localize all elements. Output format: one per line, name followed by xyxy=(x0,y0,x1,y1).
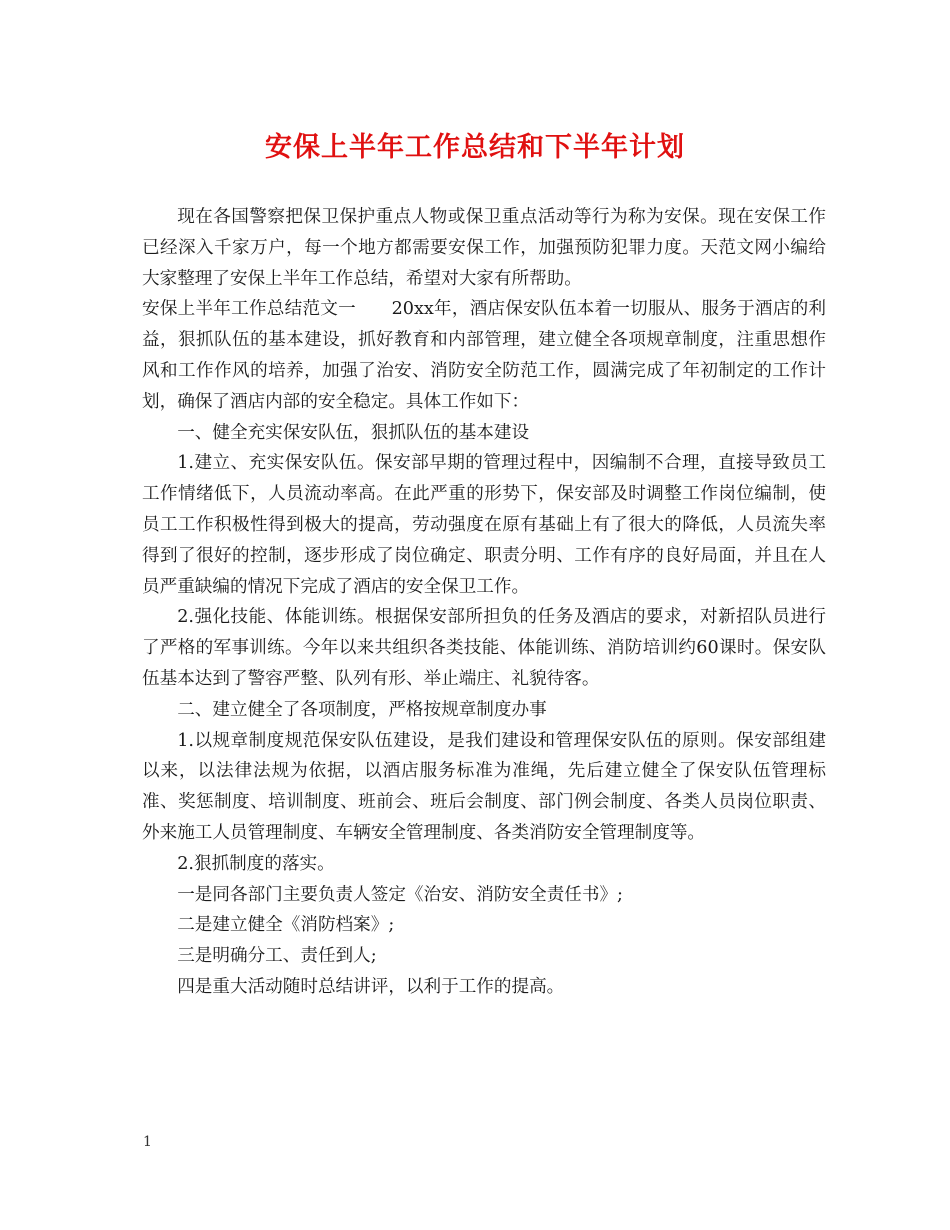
list-item-third: 三是明确分工、责任到人; xyxy=(177,946,377,967)
paragraph-sample-one-opening: 安保上半年工作总结范文一 20xx年，酒店保安队伍本着一切服从、服务于酒店的利益，狠抓队伍的基本建设，抓好教育和内部管理，建立健全各项规章制度，注重思想作风和工作作风的培养，加强了治安、消防安全防范工作，圆满完成了年初制定的工作计划，确保了酒店内部的安全稳定。具体工作如下： xyxy=(142,299,826,412)
list-item-fourth: 四是重大活动随时总结讲评，以利于工作的提高。 xyxy=(177,976,565,997)
page-number: 1 xyxy=(143,1134,152,1150)
document-title: 安保上半年工作总结和下半年计划 xyxy=(265,132,685,163)
paragraph-item-2-1: 1.以规章制度规范保安队伍建设，是我们建设和管理保安队伍的原则。保安部组建以来，以法律法规为依据，以酒店服务标准为准绳，先后建立健全了保安队伍管理标准、奖惩制度、培训制度、班前会、班后会制度、部门例会制度、各类人员岗位职责、外来施工人员管理制度、车辆安全管理制度、各类消防安全管理制度等。 xyxy=(142,730,826,843)
section-heading-one: 一、健全充实保安队伍，狠抓队伍的基本建设 xyxy=(177,422,530,443)
paragraph-item-1-1: 1.建立、充实保安队伍。保安部早期的管理过程中，因编制不合理，直接导致员工工作情绪低下，人员流动率高。在此严重的形势下，保安部及时调整工作岗位编制，使员工工作积极性得到极大的提高，劳动强度在原有基础上有了很大的降低，人员流失率得到了很好的控制，逐步形成了岗位确定、职责分明、工作有序的良好局面，并且在人员严重缺编的情况下完成了酒店的安全保卫工作。 xyxy=(142,453,826,597)
paragraph-item-1-2: 2.强化技能、体能训练。根据保安部所担负的任务及酒店的要求，对新招队员进行了严格的军事训练。今年以来共组织各类技能、体能训练、消防培训约60课时。保安队伍基本达到了警容严整、队列有形、举止端庄、礼貌待客。 xyxy=(142,607,826,689)
paragraph-intro: 现在各国警察把保卫保护重点人物或保卫重点活动等行为称为安保。现在安保工作已经深入千家万户，每一个地方都需要安保工作，加强预防犯罪力度。天范文网小编给大家整理了安保上半年工作总结，希望对大家有所帮助。 xyxy=(142,207,826,289)
paragraph-item-2-2: 2.狠抓制度的落实。 xyxy=(177,853,335,874)
section-heading-two: 二、建立健全了各项制度，严格按规章制度办事 xyxy=(177,699,547,720)
document-body xyxy=(142,202,826,1003)
list-item-first: 一是同各部门主要负责人签定《治安、消防安全责任书》; xyxy=(177,884,623,905)
list-item-second: 二是建立健全《消防档案》; xyxy=(177,915,395,936)
